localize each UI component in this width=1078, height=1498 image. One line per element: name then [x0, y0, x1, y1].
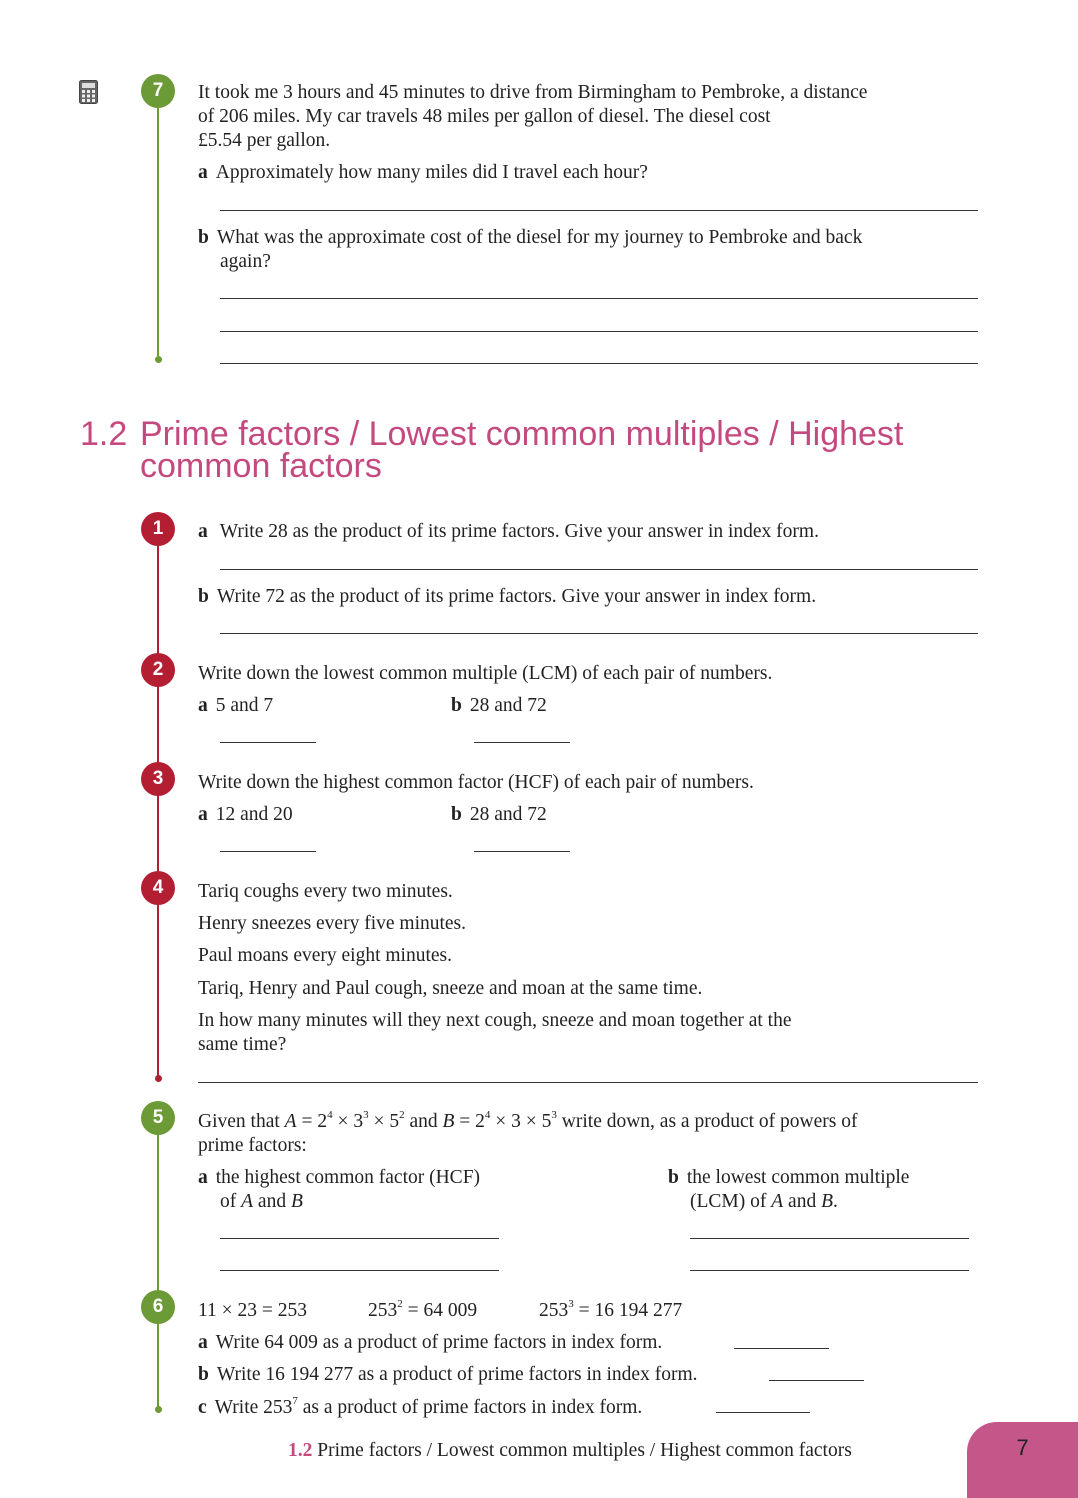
part-text: Write 28 as the product of its prime factors. Give your answer in index form.	[219, 521, 819, 542]
answer-line[interactable]	[220, 363, 978, 364]
part-text: What was the approximate cost of the diesel for my journey to Pembroke and back	[216, 227, 863, 248]
question-number-badge: 1	[141, 512, 175, 546]
part-text: 5 and 7	[215, 695, 274, 716]
part-c: c Write $253^7$ as a product of prime factors in index form.	[198, 1395, 643, 1418]
question-number-badge: 5	[141, 1101, 175, 1135]
section-title: common factors	[140, 447, 382, 485]
part-a	[198, 803, 293, 827]
question-number-badge: 7	[141, 74, 175, 108]
answer-line[interactable]	[220, 298, 978, 299]
section-title: Prime factors / Lowest common multiples / Highest	[140, 415, 904, 453]
part-a	[198, 520, 819, 544]
part-label: b	[668, 1167, 679, 1188]
footer-section-title: Prime factors / Lowest common multiples / Highest common factors	[317, 1440, 852, 1461]
question-number-badge: 2	[141, 653, 175, 687]
part-text: Write 16 194 277 as a product of prime factors in index form.	[216, 1364, 698, 1385]
part-text: 28 and 72	[469, 804, 547, 825]
answer-line[interactable]	[716, 1412, 810, 1413]
question-number-badge: 3	[141, 762, 175, 796]
part-label: b	[451, 695, 462, 716]
part-text: 28 and 72	[469, 695, 547, 716]
page-number: 7	[1016, 1435, 1029, 1460]
fact-3: $253^3 = 16$ 194 277	[539, 1298, 683, 1321]
question-text: Write down the lowest common multiple (LCM) of each pair of numbers.	[198, 663, 773, 684]
footer-section-number: 1.2	[288, 1440, 313, 1461]
question-rule	[157, 530, 159, 1076]
answer-line[interactable]	[474, 742, 570, 743]
part-label: c	[198, 1397, 207, 1418]
answer-line[interactable]	[220, 569, 978, 570]
question-rule-end	[155, 1406, 162, 1413]
part-label: a	[198, 1332, 208, 1353]
part-b	[198, 226, 862, 250]
part-text: of A and B	[220, 1191, 303, 1212]
part-b	[198, 585, 816, 609]
part-a	[198, 1331, 662, 1355]
part-a	[198, 694, 273, 718]
part-text: 12 and 20	[215, 804, 293, 825]
part-text: Write 253	[214, 1397, 293, 1418]
question-text: of 206 miles. My car travels 48 miles per gallon of diesel. The diesel cost	[198, 106, 771, 127]
question-text: Tariq coughs every two minutes.	[198, 881, 453, 902]
question-text: £5.54 per gallon.	[198, 130, 331, 151]
answer-line[interactable]	[690, 1238, 969, 1239]
answer-line[interactable]	[220, 210, 978, 211]
answer-line[interactable]	[734, 1348, 829, 1349]
part-label: b	[451, 804, 462, 825]
question-text: It took me 3 hours and 45 minutes to drive from Birmingham to Pembroke, a distance	[198, 82, 868, 103]
part-b	[451, 694, 547, 718]
fact-2: $253^2 = 64$ 009	[368, 1298, 478, 1321]
question-rule-end	[155, 1075, 162, 1082]
answer-line[interactable]	[220, 633, 978, 634]
question-text: In how many minutes will they next cough, sneeze and moan together at the	[198, 1010, 792, 1031]
fact-1: 11 × 23 = 253	[198, 1300, 308, 1321]
answer-line[interactable]	[220, 742, 316, 743]
part-b	[668, 1166, 909, 1190]
question-text: Paul moans every eight minutes.	[198, 945, 452, 966]
calculator-icon	[79, 80, 98, 104]
question-text: same time?	[198, 1034, 287, 1055]
part-b	[198, 1363, 698, 1387]
question-number-badge: 4	[141, 871, 175, 905]
question-text: prime factors:	[198, 1135, 307, 1156]
question-text: Henry sneezes every five minutes.	[198, 913, 467, 934]
answer-line[interactable]	[474, 851, 570, 852]
footer-running-title	[288, 1439, 852, 1463]
part-label: a	[198, 804, 208, 825]
part-text: Approximately how many miles did I travel each hour?	[215, 162, 648, 183]
question-text: Given that $A = 2^4 \times 3^3 \times 5^2$ and $B = 2^4 \times 3 \times 5^3$ write down, as a product of powers of	[198, 1109, 858, 1132]
question-text: Tariq, Henry and Paul cough, sneeze and moan at the same time.	[198, 978, 703, 999]
page-number-tab	[967, 1422, 1078, 1498]
answer-line[interactable]	[220, 331, 978, 332]
part-a	[198, 1166, 480, 1190]
part-text: (LCM) of A and B.	[690, 1191, 838, 1212]
answer-line[interactable]	[769, 1380, 864, 1381]
part-label: a	[198, 162, 208, 183]
question-rule	[157, 106, 159, 356]
part-b	[451, 803, 547, 827]
question-rule	[157, 1120, 159, 1407]
part-label: a	[198, 695, 208, 716]
part-label: b	[198, 586, 209, 607]
part-label: b	[198, 227, 209, 248]
part-text: Write 72 as the product of its prime factors. Give your answer in index form.	[216, 586, 817, 607]
question-text: Write down the highest common factor (HCF) of each pair of numbers.	[198, 772, 754, 793]
part-label: a	[198, 521, 208, 542]
part-label: b	[198, 1364, 209, 1385]
question-rule-end	[155, 356, 162, 363]
part-text: the highest common factor (HCF)	[215, 1167, 481, 1188]
answer-line[interactable]	[198, 1082, 978, 1083]
question-number-badge: 6	[141, 1290, 175, 1324]
part-a	[198, 161, 648, 185]
part-text: again?	[220, 251, 271, 272]
part-text: Write 64 009 as a product of prime factors in index form.	[215, 1332, 663, 1353]
answer-line[interactable]	[220, 1238, 499, 1239]
answer-line[interactable]	[220, 851, 316, 852]
part-text: the lowest common multiple	[686, 1167, 910, 1188]
answer-line[interactable]	[690, 1270, 969, 1271]
section-number: 1.2	[80, 415, 128, 453]
answer-line[interactable]	[220, 1270, 499, 1271]
part-label: a	[198, 1167, 208, 1188]
